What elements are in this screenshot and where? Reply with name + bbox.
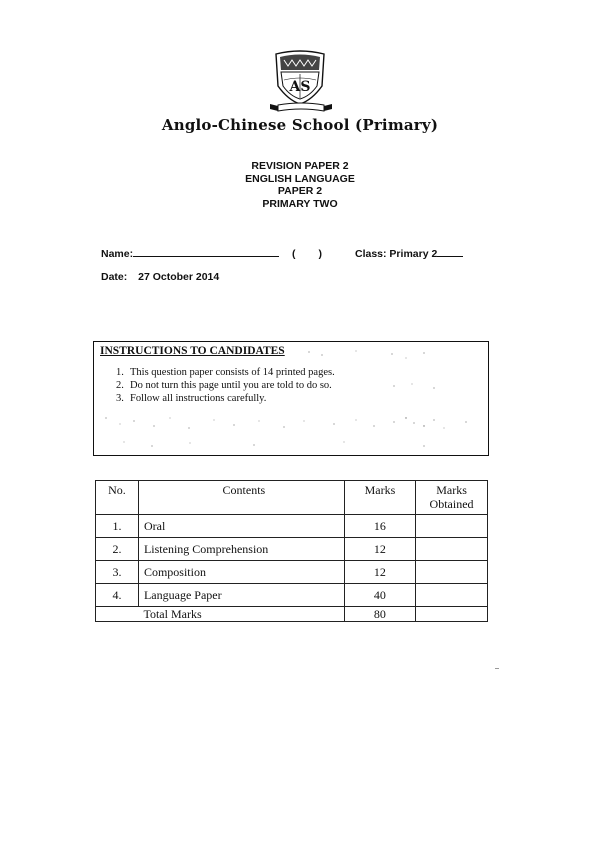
total-obtained-field[interactable]: [416, 607, 488, 622]
instruction-item: [116, 366, 335, 379]
instructions-list: [116, 366, 335, 405]
date-row: [101, 271, 219, 283]
class-label: Class: Primary 2: [355, 248, 438, 260]
instruction-text: This question paper consists of 14 printed pages.: [130, 367, 335, 378]
table-row: [96, 584, 488, 607]
svg-text:AS: AS: [289, 79, 311, 95]
name-row: [101, 246, 322, 260]
row-content: Language Paper: [138, 584, 344, 607]
marks-table: [95, 480, 488, 622]
header-marks: Marks: [344, 481, 415, 515]
heading-line-2: ENGLISH LANGUAGE: [245, 172, 355, 185]
instruction-number: 3.: [116, 393, 124, 404]
instruction-item: [116, 379, 335, 392]
row-marks: 40: [344, 584, 415, 607]
table-row: [96, 538, 488, 561]
row-marks: 16: [344, 515, 415, 538]
row-content: Listening Comprehension: [138, 538, 344, 561]
crest-motto-scroll: [270, 102, 332, 112]
header-contents: Contents: [138, 481, 344, 515]
index-paren-open: (: [292, 248, 296, 260]
row-number: 4.: [96, 584, 139, 607]
school-name: Anglo-Chinese School (Primary): [161, 116, 439, 134]
name-label: Name:: [101, 248, 134, 260]
row-content: Composition: [138, 561, 344, 584]
paper-heading: [0, 160, 600, 210]
instructions-title: INSTRUCTIONS TO CANDIDATES: [100, 345, 285, 357]
total-value: 80: [344, 607, 415, 622]
instruction-number: 2.: [116, 380, 124, 391]
instruction-number: 1.: [116, 367, 124, 378]
instruction-text: Do not turn this page until you are told to do so.: [130, 380, 332, 391]
instructions-box: [93, 341, 489, 456]
heading-line-4: PRIMARY TWO: [262, 197, 338, 210]
index-paren-close: ): [318, 248, 322, 260]
header-marks-obtained: Marks Obtained: [416, 481, 488, 515]
row-obtained-field[interactable]: [416, 561, 488, 584]
row-number: 2.: [96, 538, 139, 561]
header-no: No.: [96, 481, 139, 515]
row-marks: 12: [344, 538, 415, 561]
row-number: 1.: [96, 515, 139, 538]
date-label: Date:: [101, 271, 128, 283]
table-row: [96, 515, 488, 538]
row-obtained-field[interactable]: [416, 515, 488, 538]
row-number: 3.: [96, 561, 139, 584]
class-field[interactable]: [437, 246, 463, 257]
total-spacer: [96, 607, 139, 622]
total-row: [96, 607, 488, 622]
instruction-item: [116, 392, 335, 405]
row-marks: 12: [344, 561, 415, 584]
table-row: [96, 561, 488, 584]
row-obtained-field[interactable]: [416, 584, 488, 607]
date-value: 27 October 2014: [138, 271, 220, 283]
heading-line-3: PAPER 2: [277, 185, 323, 197]
marks-table-header: [96, 481, 488, 515]
heading-line-1: REVISION PAPER 2: [251, 160, 349, 172]
instruction-text: Follow all instructions carefully.: [130, 393, 267, 404]
row-obtained-field[interactable]: [416, 538, 488, 561]
row-content: Oral: [138, 515, 344, 538]
scan-speck: [495, 668, 499, 669]
name-field[interactable]: [133, 246, 279, 257]
total-label: Total Marks: [138, 607, 344, 622]
class-row: [355, 246, 463, 260]
